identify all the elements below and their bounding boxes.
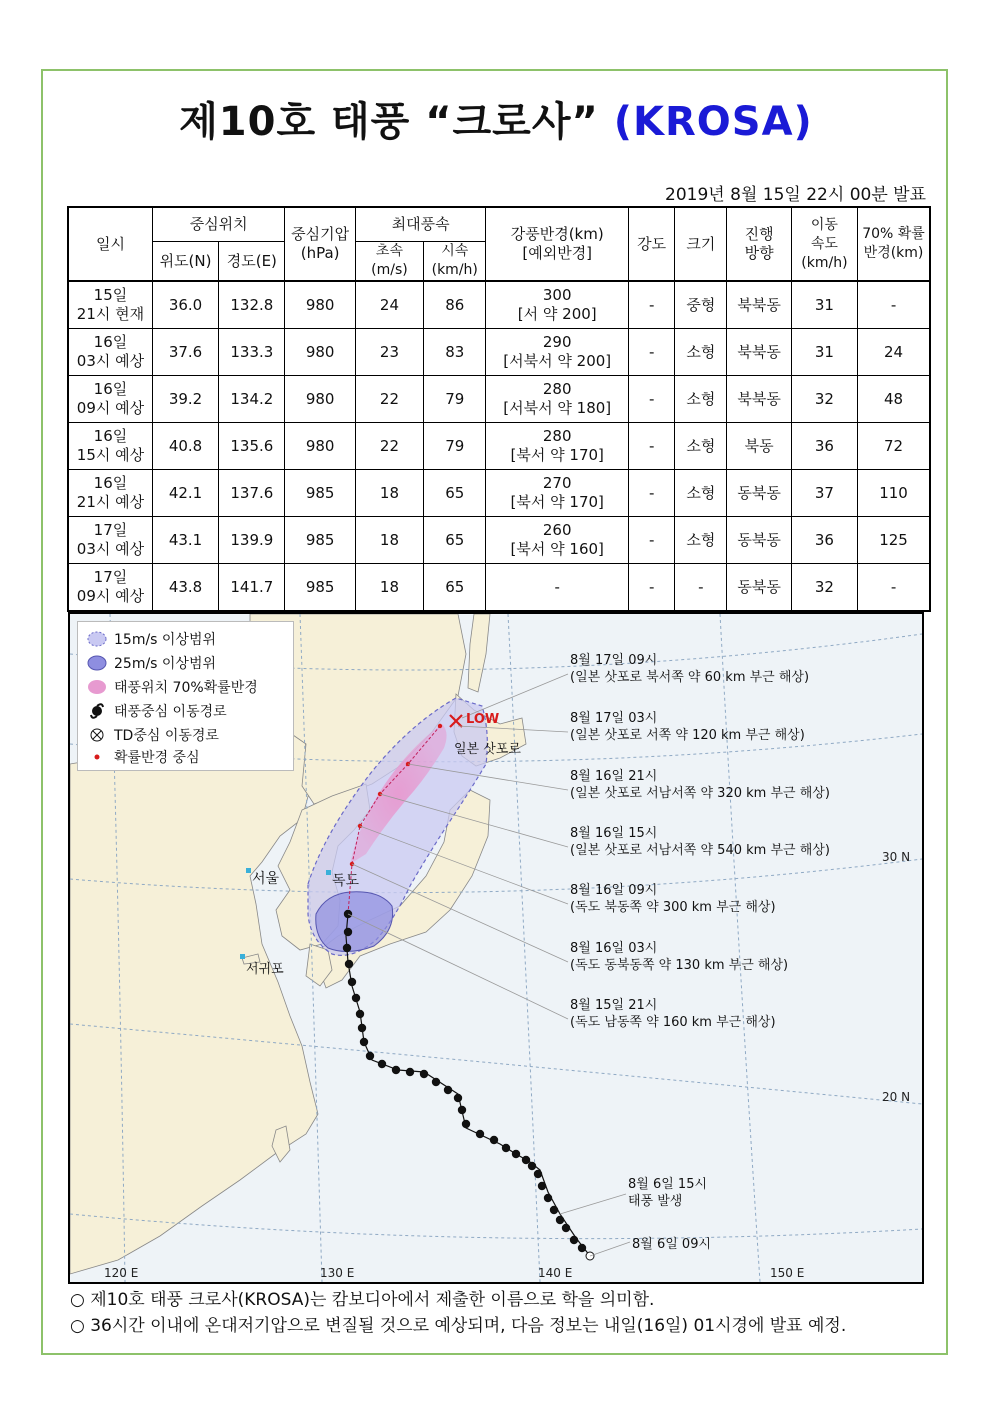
table-row xyxy=(68,470,930,517)
typhoon-track-symbol xyxy=(348,978,356,986)
typhoon-track-symbol xyxy=(432,1078,440,1086)
header-center: 중심위치 xyxy=(152,207,285,242)
cell-ms: 18 xyxy=(355,564,423,612)
china-landmass xyxy=(70,724,318,1274)
legend-item-track: 태풍중심 이동경로 xyxy=(86,700,227,722)
cell-radius: 260 [북서 약 160] xyxy=(486,517,629,564)
cell-size: 소형 xyxy=(675,517,727,564)
typhoon-track-symbol xyxy=(538,1182,546,1190)
cell-kmh: 79 xyxy=(424,423,486,470)
typhoon-track-symbol xyxy=(544,1194,552,1202)
legend-item-td: TD중심 이동경로 xyxy=(86,724,219,746)
cell-p: 985 xyxy=(285,470,355,517)
cell-radius: 280 [서북서 약 180] xyxy=(486,376,629,423)
cell-dir: 북동 xyxy=(727,423,791,470)
note-next-info: ○ 36시간 이내에 온대저기압으로 변질될 것으로 예상되며, 다음 정보는 내일(16일) 01시경에 발표 예정. xyxy=(70,1316,847,1336)
grid-30n: 30 N xyxy=(882,850,911,864)
cell-time: 16일 09시 예상 xyxy=(68,376,152,423)
legend-item-prob-center: 확률반경 중심 xyxy=(86,746,200,768)
cell-lon: 135.6 xyxy=(219,423,285,470)
legend-zone25-swatch xyxy=(86,654,108,672)
cell-int: - xyxy=(629,517,675,564)
cell-prob: 125 xyxy=(858,517,930,564)
cell-kmh: 83 xyxy=(424,329,486,376)
legend-prob-swatch xyxy=(86,678,108,696)
cell-time: 16일 21시 예상 xyxy=(68,470,152,517)
typhoon-track-symbol xyxy=(512,1150,520,1158)
cell-lon: 133.3 xyxy=(219,329,285,376)
cell-lat: 42.1 xyxy=(152,470,218,517)
forecast-label-17d03h: 8월 17일 03시 (일본 삿포로 서쪽 약 120 km 부근 해상) xyxy=(570,711,805,743)
grid-130e: 130 E xyxy=(320,1266,355,1280)
cell-kmh: 86 xyxy=(424,281,486,329)
prob-center-dot xyxy=(438,724,442,728)
cell-time: 15일 21시 현재 xyxy=(68,281,152,329)
cell-spd: 36 xyxy=(791,517,857,564)
table-row xyxy=(68,376,930,423)
past-track-line xyxy=(346,914,590,1256)
cell-time: 16일 15시 예상 xyxy=(68,423,152,470)
typhoon-track-symbol xyxy=(392,1066,400,1074)
typhoon-track-symbol xyxy=(345,960,353,968)
typhoon-track-symbol xyxy=(444,1086,452,1094)
cell-size: 소형 xyxy=(675,470,727,517)
table-row xyxy=(68,281,930,329)
cell-size: 중형 xyxy=(675,281,727,329)
legend-zone15-swatch xyxy=(86,630,108,648)
cell-prob: 72 xyxy=(858,423,930,470)
cell-prob: 24 xyxy=(858,329,930,376)
header-prob-radius: 70% 확률 반경(km) xyxy=(858,207,930,281)
cell-radius: 280 [북서 약 170] xyxy=(486,423,629,470)
low-label: LOW xyxy=(466,712,500,727)
cell-lat: 36.0 xyxy=(152,281,218,329)
place-sapporo: 일본 삿포로 xyxy=(454,742,521,757)
dokdo-point xyxy=(326,870,331,875)
prob-center-dot-icon xyxy=(86,748,108,766)
td-symbol-icon xyxy=(86,726,108,744)
typhoon-track-symbols xyxy=(343,910,586,1252)
typhoon-track-symbol xyxy=(556,1216,564,1224)
typhoon-track-symbol xyxy=(490,1136,498,1144)
forecast-label-16d09h: 8월 16일 09시 (독도 북동쪽 약 300 km 부근 해상) xyxy=(570,883,776,915)
table-row xyxy=(68,517,930,564)
typhoon-track-symbol xyxy=(570,1236,578,1244)
legend-item-prob: 태풍위치 70%확률반경 xyxy=(86,676,258,698)
cell-spd: 32 xyxy=(791,376,857,423)
header-lat: 위도(N) xyxy=(152,242,218,282)
cell-dir: 동북동 xyxy=(727,470,791,517)
cell-dir: 북북동 xyxy=(727,329,791,376)
cell-prob: 48 xyxy=(858,376,930,423)
typhoon-track-symbol xyxy=(378,1060,386,1068)
typhoon-symbol-icon xyxy=(86,702,108,720)
cell-kmh: 65 xyxy=(424,470,486,517)
typhoon-track-symbol xyxy=(522,1156,530,1164)
cell-ms: 22 xyxy=(355,376,423,423)
cell-p: 980 xyxy=(285,376,355,423)
cell-radius: 270 [북서 약 170] xyxy=(486,470,629,517)
cell-int: - xyxy=(629,376,675,423)
place-seogwipo: 서귀포 xyxy=(246,962,284,977)
forecast-label-16d03h: 8월 16일 03시 (독도 동북동쪽 약 130 km 부근 해상) xyxy=(570,941,789,973)
typhoon-track-symbol xyxy=(406,1068,414,1076)
cell-ms: 18 xyxy=(355,470,423,517)
cell-prob: - xyxy=(858,564,930,612)
cell-kmh: 65 xyxy=(424,564,486,612)
grid-20n: 20 N xyxy=(882,1090,911,1104)
cell-kmh: 79 xyxy=(424,376,486,423)
genesis-label: 8월 6일 15시 태풍 발생 xyxy=(628,1177,708,1209)
cell-lat: 43.8 xyxy=(152,564,218,612)
cell-ms: 23 xyxy=(355,329,423,376)
cell-lon: 139.9 xyxy=(219,517,285,564)
typhoon-track-symbol xyxy=(343,944,351,952)
header-intensity: 강도 xyxy=(629,207,675,281)
cell-radius: 300 [서 약 200] xyxy=(486,281,629,329)
cell-time: 17일 03시 예상 xyxy=(68,517,152,564)
page-title xyxy=(0,90,992,147)
title-main: 제10호 태풍 “크로사” xyxy=(179,99,599,145)
typhoon-track-symbol xyxy=(462,1120,470,1128)
typhoon-track-symbol xyxy=(562,1224,570,1232)
note-name-origin: ○ 제10호 태풍 크로사(KROSA)는 캄보디아에서 제출한 이름으로 학을 의미함. xyxy=(70,1290,655,1310)
typhoon-track-symbol xyxy=(454,1094,462,1102)
cell-size: - xyxy=(675,564,727,612)
cell-p: 980 xyxy=(285,423,355,470)
cell-radius: 290 [서북서 약 200] xyxy=(486,329,629,376)
header-direction: 진행 방향 xyxy=(727,207,791,281)
cell-lon: 137.6 xyxy=(219,470,285,517)
typhoon-track-symbol xyxy=(550,1206,558,1214)
cell-int: - xyxy=(629,470,675,517)
legend-item-15ms: 15m/s 이상범위 xyxy=(86,628,216,650)
table-row xyxy=(68,564,930,612)
cell-dir: 북북동 xyxy=(727,281,791,329)
cell-spd: 31 xyxy=(791,329,857,376)
typhoon-track-symbol xyxy=(458,1106,466,1114)
cell-prob: 110 xyxy=(858,470,930,517)
cell-ms: 18 xyxy=(355,517,423,564)
table-row xyxy=(68,423,930,470)
cell-dir: 동북동 xyxy=(727,564,791,612)
legend-item-25ms: 25m/s 이상범위 xyxy=(86,652,216,674)
forecast-label-16d21h: 8월 16일 21시 (일본 삿포로 서남서쪽 약 320 km 부근 해상) xyxy=(570,769,830,801)
cell-dir: 동북동 xyxy=(727,517,791,564)
typhoon-track-symbol xyxy=(420,1070,428,1078)
cell-time: 17일 09시 예상 xyxy=(68,564,152,612)
cell-p: 985 xyxy=(285,517,355,564)
map-legend xyxy=(77,621,294,771)
cell-int: - xyxy=(629,423,675,470)
forecast-label-15d21h: 8월 15일 21시 (독도 남동쪽 약 160 km 부근 해상) xyxy=(570,998,776,1030)
cell-lon: 134.2 xyxy=(219,376,285,423)
seoul-point xyxy=(246,868,251,873)
cell-time: 16일 03시 예상 xyxy=(68,329,152,376)
start-label: 8월 6일 09시 xyxy=(632,1237,712,1252)
sakhalin-island xyxy=(468,614,490,692)
typhoon-track-symbol xyxy=(476,1130,484,1138)
place-seoul: 서울 xyxy=(252,871,280,887)
cell-int: - xyxy=(629,564,675,612)
cell-spd: 31 xyxy=(791,281,857,329)
header-kmh: 시속 (km/h) xyxy=(424,242,486,282)
title-english-name: (KROSA) xyxy=(613,99,813,145)
cell-lon: 141.7 xyxy=(219,564,285,612)
cell-size: 소형 xyxy=(675,329,727,376)
typhoon-track-symbol xyxy=(534,1170,542,1178)
grid-150e: 150 E xyxy=(770,1266,805,1280)
header-ms: 초속 (m/s) xyxy=(355,242,423,282)
cell-ms: 24 xyxy=(355,281,423,329)
cell-size: 소형 xyxy=(675,376,727,423)
cell-dir: 북북동 xyxy=(727,376,791,423)
table-row xyxy=(68,329,930,376)
grid-120e: 120 E xyxy=(104,1266,139,1280)
header-maxwind: 최대풍속 xyxy=(355,207,486,242)
header-speed: 이동 속도 (km/h) xyxy=(791,207,857,281)
header-pressure: 중심기압 (hPa) xyxy=(285,207,355,281)
cell-kmh: 65 xyxy=(424,517,486,564)
seogwipo-point xyxy=(240,954,245,959)
header-lon: 경도(E) xyxy=(219,242,285,282)
typhoon-track-symbol xyxy=(344,928,352,936)
forecast-label-16d15h: 8월 16일 15시 (일본 삿포로 서남서쪽 약 540 km 부근 해상) xyxy=(570,826,830,858)
cell-spd: 32 xyxy=(791,564,857,612)
cell-int: - xyxy=(629,329,675,376)
forecast-label-17d09h: 8월 17일 09시 (일본 삿포로 북서쪽 약 60 km 부근 해상) xyxy=(570,653,810,685)
issued-time: 2019년 8월 15일 22시 00분 발표 xyxy=(665,185,926,205)
cell-lat: 43.1 xyxy=(152,517,218,564)
cell-spd: 36 xyxy=(791,423,857,470)
cell-p: 985 xyxy=(285,564,355,612)
typhoon-track-map xyxy=(68,612,924,1284)
cell-spd: 37 xyxy=(791,470,857,517)
cell-ms: 22 xyxy=(355,423,423,470)
place-dokdo: 독도 xyxy=(332,873,360,889)
forecast-table xyxy=(67,206,931,612)
typhoon-track-symbol xyxy=(578,1244,586,1252)
cell-lat: 39.2 xyxy=(152,376,218,423)
typhoon-track-symbol xyxy=(358,1024,366,1032)
cell-radius: - xyxy=(486,564,629,612)
cell-int: - xyxy=(629,281,675,329)
cell-prob: - xyxy=(858,281,930,329)
header-time: 일시 xyxy=(68,207,152,281)
cell-lat: 40.8 xyxy=(152,423,218,470)
header-size: 크기 xyxy=(675,207,727,281)
cell-lon: 132.8 xyxy=(219,281,285,329)
cell-size: 소형 xyxy=(675,423,727,470)
cell-lat: 37.6 xyxy=(152,329,218,376)
cell-p: 980 xyxy=(285,281,355,329)
typhoon-track-symbol xyxy=(360,1038,368,1046)
header-radius: 강풍반경(km) [예외반경] xyxy=(486,207,629,281)
typhoon-track-symbol xyxy=(366,1052,374,1060)
typhoon-track-symbol xyxy=(352,994,360,1002)
typhoon-track-symbol xyxy=(356,1010,364,1018)
cell-p: 980 xyxy=(285,329,355,376)
typhoon-track-symbol xyxy=(502,1144,510,1152)
typhoon-track-symbol xyxy=(528,1162,536,1170)
grid-140e: 140 E xyxy=(538,1266,573,1280)
